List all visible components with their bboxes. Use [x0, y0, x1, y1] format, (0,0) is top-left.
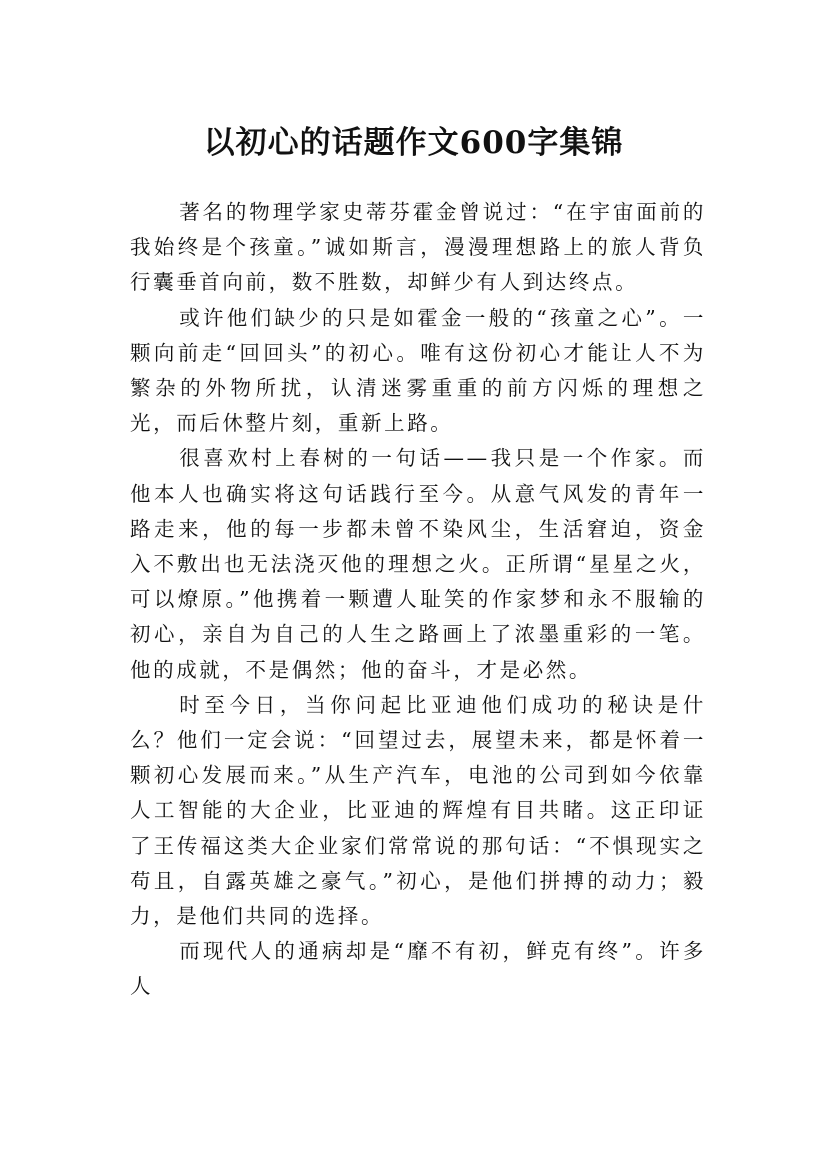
paragraph-5: 而现代人的通病却是“靡不有初，鲜克有终”。许多人 [130, 939, 706, 999]
document-title: 以初心的话题作文600字集锦 [203, 124, 624, 161]
paragraph-1: 著名的物理学家史蒂芬霍金曾说过：“在宇宙面前的我始终是个孩童。”诚如斯言，漫漫理想路上的旅人背负行囊垂首向前，数不胜数，却鲜少有人到达终点。 [130, 200, 706, 295]
paragraph-4: 时至今日，当你问起比亚迪他们成功的秘诀是什么？他们一定会说：“回望过去，展望未来，都是怀着一颗初心发展而来。”从生产汽车，电池的公司到如今依靠人工智能的大企业，比亚迪的辉煌有目共睹。这正印证了王传福这类大企业家们常常说的那句话：“不惧现实之苟且，自露英雄之豪气。”初心，是他们拼搏的动力；毅力，是他们共同的选择。 [130, 692, 706, 929]
document-body [130, 195, 706, 1005]
paragraph-3: 很喜欢村上春树的一句话——我只是一个作家。而他本人也确实将这句话践行至今。从意气风发的青年一路走来，他的每一步都未曾不染风尘，生活窘迫，资金入不敷出也无法浇灭他的理想之火。正所谓“星星之火，可以燎原。”他携着一颗遭人耻笑的作家梦和永不服输的初心，亲自为自己的人生之路画上了浓墨重彩的一笔。他的成就，不是偶然；他的奋斗，才是必然。 [130, 446, 706, 682]
paragraph-2: 或许他们缺少的只是如霍金一般的“孩童之心”。一颗向前走“回回头”的初心。唯有这份初心才能让人不为繁杂的外物所扰，认清迷雾重重的前方闪烁的理想之光，而后休整片刻，重新上路。 [130, 305, 706, 436]
